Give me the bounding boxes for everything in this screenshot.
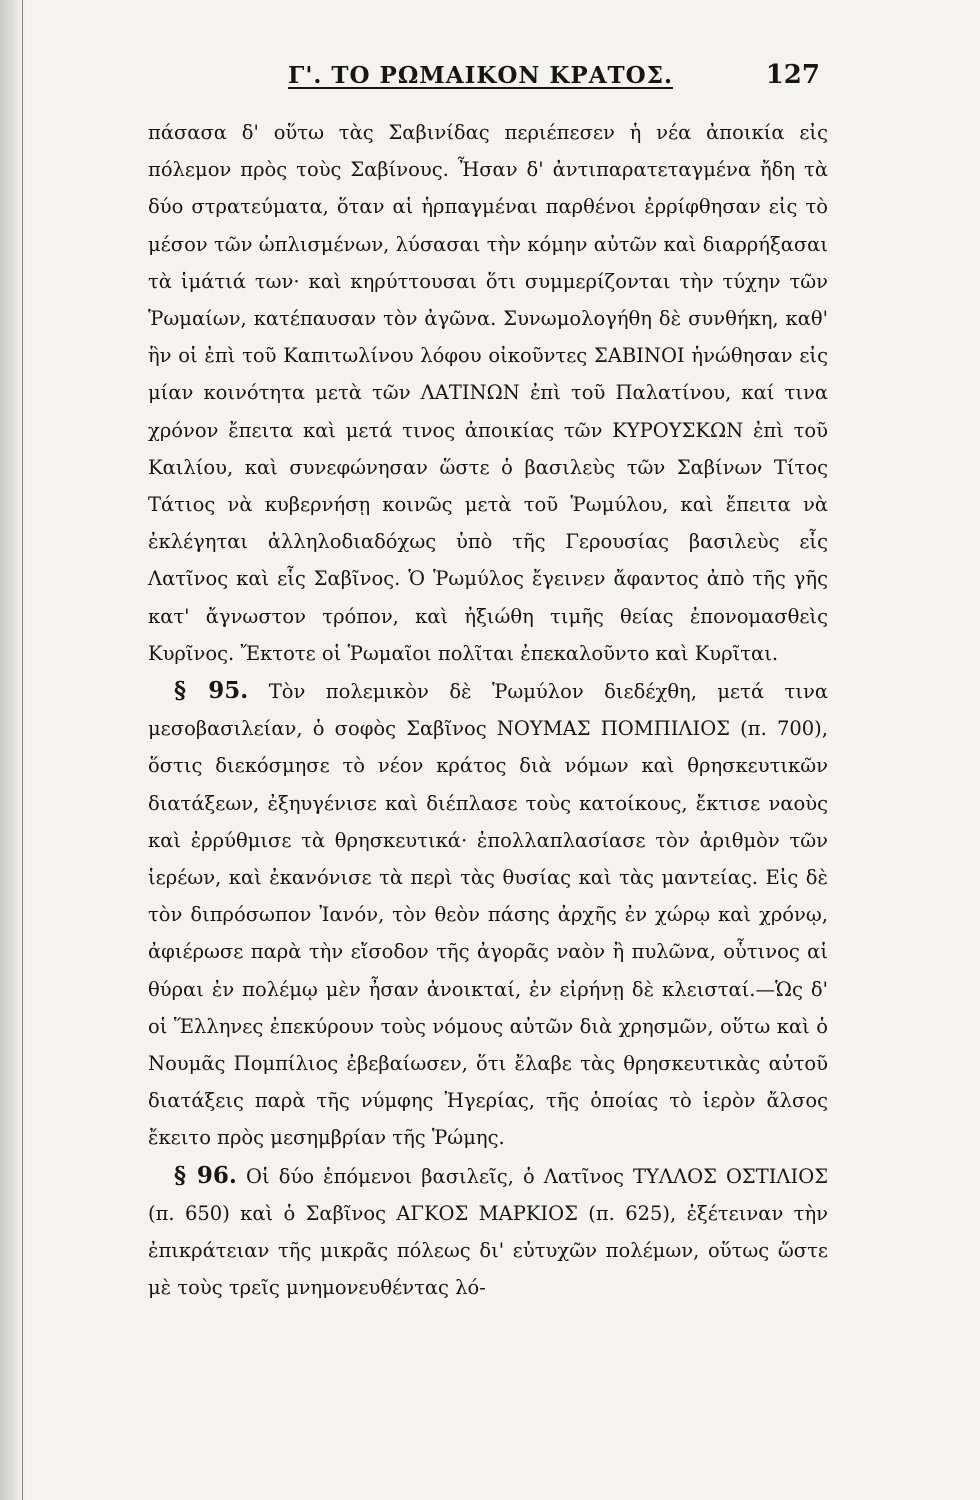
page-gutter-line [22, 0, 23, 1500]
section-number: § 95. [174, 677, 249, 705]
page-header [150, 58, 830, 98]
running-head: Γ'. ΤΟ ΡΩΜΑΙΚΟΝ ΚΡΑΤΟΣ. [288, 62, 673, 89]
paragraph-text: Οἱ δύο ἑπόμενοι βασιλεῖς, ὁ Λατῖνος ΤΥΛΛΟΣ ΟΣΤΙΛΙΟΣ (π. 650) καὶ ὁ Σαβῖνος ΑΓΚΟΣ ΜΑΡΚΙΟΣ (π. 625), ἐξέτειναν τὴν ἐπικράτειαν τῆς μικρᾶς πόλεως δι' εὐτυχῶν πολέμων, οὕτως ὥστε μὲ τοὺς τρεῖς μνημονευθέντας λό- [148, 1164, 828, 1300]
body-text [148, 114, 828, 1307]
paragraph-text: πάσασα δ' οὕτω τὰς Σαβινίδας περιέπεσεν ἡ νέα ἀποικία εἰς πόλεμον πρὸς τοὺς Σαβίνους. Ἦσαν δ' ἀντιπαρατεταγμένα ἤδη τὰ δύο στρατεύματα, ὅταν αἱ ἡρπαγμέναι παρθένοι ἐρρίφθησαν εἰς τὸ μέσον τῶν ὡπλισμένων, λύσασαι τὴν κόμην αὐτῶν καὶ διαρρήξασαι τὰ ἱμάτιά των· καὶ κηρύττουσαι ὅτι συμμερίζονται τὴν τύχην τῶν Ῥωμαίων, κατέπαυσαν τὸν ἀγῶνα. Συνωμολογήθη δὲ συνθήκη, καθ' ἣν οἱ ἐπὶ τοῦ Καπιτωλίνου λόφου οἰκοῦντες ΣΑΒΙΝΟΙ ἡνώθησαν εἰς μίαν κοινότητα μετὰ τῶν ΛΑΤΙΝΩΝ ἐπὶ τοῦ Παλατίνου, καί τινα χρόνον ἔπειτα καὶ μετά τινος ἀποικίας τῶν ΚΥΡΟΥΣΚΩΝ ἐπὶ τοῦ Καιλίου, καὶ συνεφώνησαν ὥστε ὁ βασιλεὺς τῶν Σαβίνων Τίτος Τάτιος νὰ κυβερνήσῃ κοινῶς μετὰ τοῦ Ῥωμύλου, καὶ ἔπειτα νὰ ἐκλέγηται ἀλληλοδιαδόχως ὑπὸ τῆς Γερουσίας βασιλεὺς εἷς Λατῖνος καὶ εἷς Σαβῖνος. Ὁ Ῥωμύλος ἔγεινεν ἄφαντος ἀπὸ τῆς γῆς κατ' ἄγνωστον τρόπον, καὶ ἠξιώθη τιμῆς θείας ἐπονομασθεὶς Κυρῖνος. Ἔκτοτε οἱ Ῥωμαῖοι πολῖται ἐπεκαλοῦντο καὶ Κυρῖται. [148, 121, 828, 665]
paragraph-continuation [148, 114, 828, 672]
page-number: 127 [765, 60, 820, 90]
section-96-paragraph [148, 1157, 828, 1307]
paragraph-text: Τὸν πολεμικὸν δὲ Ῥωμύλον διεδέχθη, μετά τινα μεσοβασιλείαν, ὁ σοφὸς Σαβῖνος ΝΟΥΜΑΣ ΠΟΜΠΙΛΙΟΣ (π. 700), ὅστις διεκόσμησε τὸ νέον κράτος διὰ νόμων καὶ θρησκευτικῶν διατάξεων, ἐξηυγένισε καὶ διέπλασε τοὺς κατοίκους, ἔκτισε ναοὺς καὶ ἐρρύθμισε τὰ θρησκευτικά· ἐπολλαπλασίασε τὸν ἀριθμὸν τῶν ἱερέων, καὶ ἐκανόνισε τὰ περὶ τὰς θυσίας καὶ τὰς μαντείας. Εἰς δὲ τὸν διπρόσωπον Ἰανόν, τὸν θεὸν πάσης ἀρχῆς ἐν χώρῳ καὶ χρόνῳ, ἀφιέρωσε παρὰ τὴν εἴσοδον τῆς ἀγορᾶς ναὸν ἢ πυλῶνα, οὗτινος αἱ θύραι ἐν πολέμῳ μὲν ἦσαν ἀνοικταί, ἐν εἰρήνῃ δὲ κλεισταί.—Ὡς δ' οἱ Ἕλληνες ἐπεκύρουν τοὺς νόμους αὐτῶν διὰ χρησμῶν, οὕτω καὶ ὁ Νουμᾶς Πομπίλιος ἐβεβαίωσεν, ὅτι ἔλαβε τὰς θρησκευτικὰς αὐτοῦ διατάξεις παρὰ τῆς νύμφης Ἠγερίας, τῆς ὁποίας τὸ ἱερὸν ἄλσος ἔκειτο πρὸς μεσημβρίαν τῆς Ῥώμης. [148, 680, 828, 1150]
section-95-paragraph [148, 672, 828, 1157]
section-number: § 96. [174, 1161, 237, 1189]
